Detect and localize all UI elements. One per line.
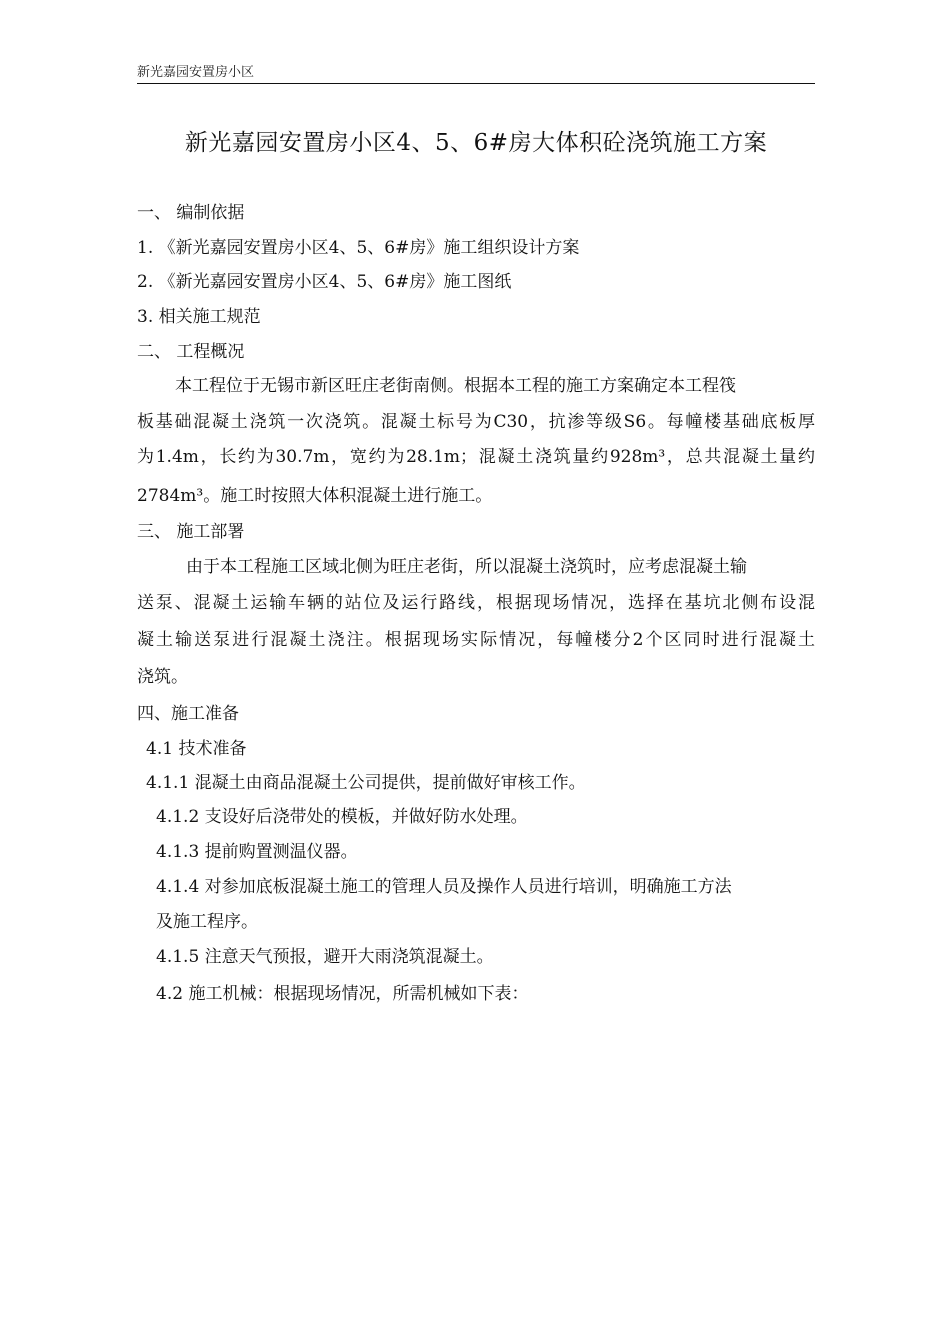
deployment-line: 由于本工程施工区域北侧为旺庄老街，所以混凝土浇筑时，应考虑混凝土输 xyxy=(186,557,747,577)
basis-item: 2. 《新光嘉园安置房小区4、5、6#房》施工图纸 xyxy=(137,272,512,292)
section-heading-preparation: 四、施工准备 xyxy=(137,704,239,724)
section-heading-overview: 二、 工程概况 xyxy=(137,342,245,362)
basis-item: 3. 相关施工规范 xyxy=(137,307,261,327)
subsection-heading-technical: 4.1 技术准备 xyxy=(146,739,247,759)
overview-line: 板基础混凝土浇筑一次浇筑。混凝土标号为C30，抗渗等级S6。每幢楼基础底板厚 xyxy=(137,412,815,432)
technical-item: 4.1.2 支设好后浇带处的模板，并做好防水处理。 xyxy=(156,807,528,827)
section-heading-deployment: 三、 施工部署 xyxy=(137,522,245,542)
overview-line: 本工程位于无锡市新区旺庄老街南侧。根据本工程的施工方案确定本工程筏 xyxy=(175,376,736,396)
overview-line: 为1.4m，长约为30.7m，宽约为28.1m；混凝土浇筑量约928m³，总共混凝土量约 xyxy=(137,447,815,467)
section-heading-basis: 一、 编制依据 xyxy=(137,203,245,223)
technical-item: 4.1.4 对参加底板混凝土施工的管理人员及操作人员进行培训，明确施工方法 xyxy=(156,877,732,897)
deployment-line: 送泵、混凝土运输车辆的站位及运行路线，根据现场情况，选择在基坑北侧布设混 xyxy=(137,593,815,613)
basis-item: 1. 《新光嘉园安置房小区4、5、6#房》施工组织设计方案 xyxy=(137,238,580,258)
technical-item: 4.1.5 注意天气预报，避开大雨浇筑混凝土。 xyxy=(156,947,494,967)
deployment-line: 凝土输送泵进行混凝土浇注。根据现场实际情况，每幢楼分2个区同时进行混凝土 xyxy=(137,630,815,650)
subsection-heading-machinery: 4.2 施工机械：根据现场情况，所需机械如下表： xyxy=(156,984,529,1004)
overview-line: 2784m³。施工时按照大体积混凝土进行施工。 xyxy=(137,486,493,506)
technical-item: 及施工程序。 xyxy=(156,912,258,932)
deployment-line: 浇筑。 xyxy=(137,667,188,687)
technical-item: 4.1.1 混凝土由商品混凝土公司提供，提前做好审核工作。 xyxy=(146,773,586,793)
running-header: 新光嘉园安置房小区 xyxy=(137,65,255,80)
document-title: 新光嘉园安置房小区4、5、6#房大体积砼浇筑施工方案 xyxy=(184,130,768,156)
technical-item: 4.1.3 提前购置测温仪器。 xyxy=(156,842,358,862)
header-divider xyxy=(137,83,815,84)
